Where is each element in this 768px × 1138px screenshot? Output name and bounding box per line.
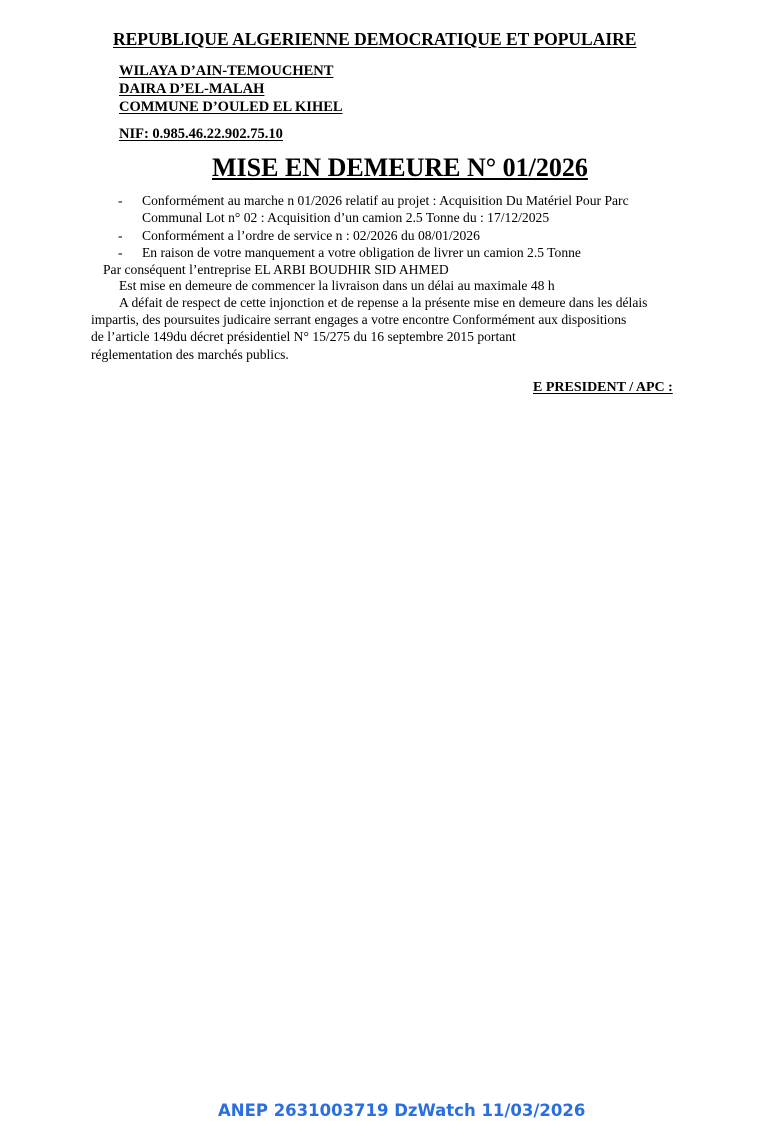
daira-line: DAIRA D’EL-MALAH <box>119 81 265 97</box>
bullet-text: Conformément au marche n 01/2026 relatif au projet : Acquisition Du Matériel Pour Parc <box>142 193 629 208</box>
penalty-line: A défait de respect de cette injonction et de repense a la présente mise en demeure dans les délais <box>119 295 648 310</box>
anep-stamp: ANEP 2631003719 DzWatch 11/03/2026 <box>218 1101 586 1120</box>
consequence-paragraph: Par conséquent l’entreprise EL ARBI BOUDHIR SID AHMED <box>103 262 449 277</box>
penalty-line: de l’article 149du décret présidentiel N° 15/275 du 16 septembre 2015 portant <box>91 329 516 344</box>
bullet-dash: - <box>118 245 123 260</box>
bullet-dash: - <box>118 193 123 208</box>
commune-line: COMMUNE D’OULED EL KIHEL <box>119 99 343 115</box>
bullet-text: En raison de votre manquement a votre obligation de livrer un camion 2.5 Tonne <box>142 245 581 260</box>
deadline-paragraph: Est mise en demeure de commencer la livraison dans un délai au maximale 48 h <box>119 278 555 293</box>
republic-heading: REPUBLIQUE ALGERIENNE DEMOCRATIQUE ET POPULAIRE <box>113 29 637 49</box>
nif-line: NIF: 0.985.46.22.902.75.10 <box>119 126 283 142</box>
wilaya-line: WILAYA D’AIN-TEMOUCHENT <box>119 63 334 79</box>
bullet-text: Conformément a l’ordre de service n : 02/2026 du 08/01/2026 <box>142 228 480 243</box>
bullet-dash: - <box>118 228 123 243</box>
bullet-text: Communal Lot n° 02 : Acquisition d’un camion 2.5 Tonne du : 17/12/2025 <box>142 210 550 225</box>
signature-label: E PRESIDENT / APC : <box>533 380 673 395</box>
penalty-line: impartis, des poursuites judicaire serrant engages a votre encontre Conformément aux dispositions <box>91 312 627 327</box>
penalty-line: réglementation des marchés publics. <box>91 347 289 362</box>
document-title: MISE EN DEMEURE N° 01/2026 <box>212 153 588 182</box>
